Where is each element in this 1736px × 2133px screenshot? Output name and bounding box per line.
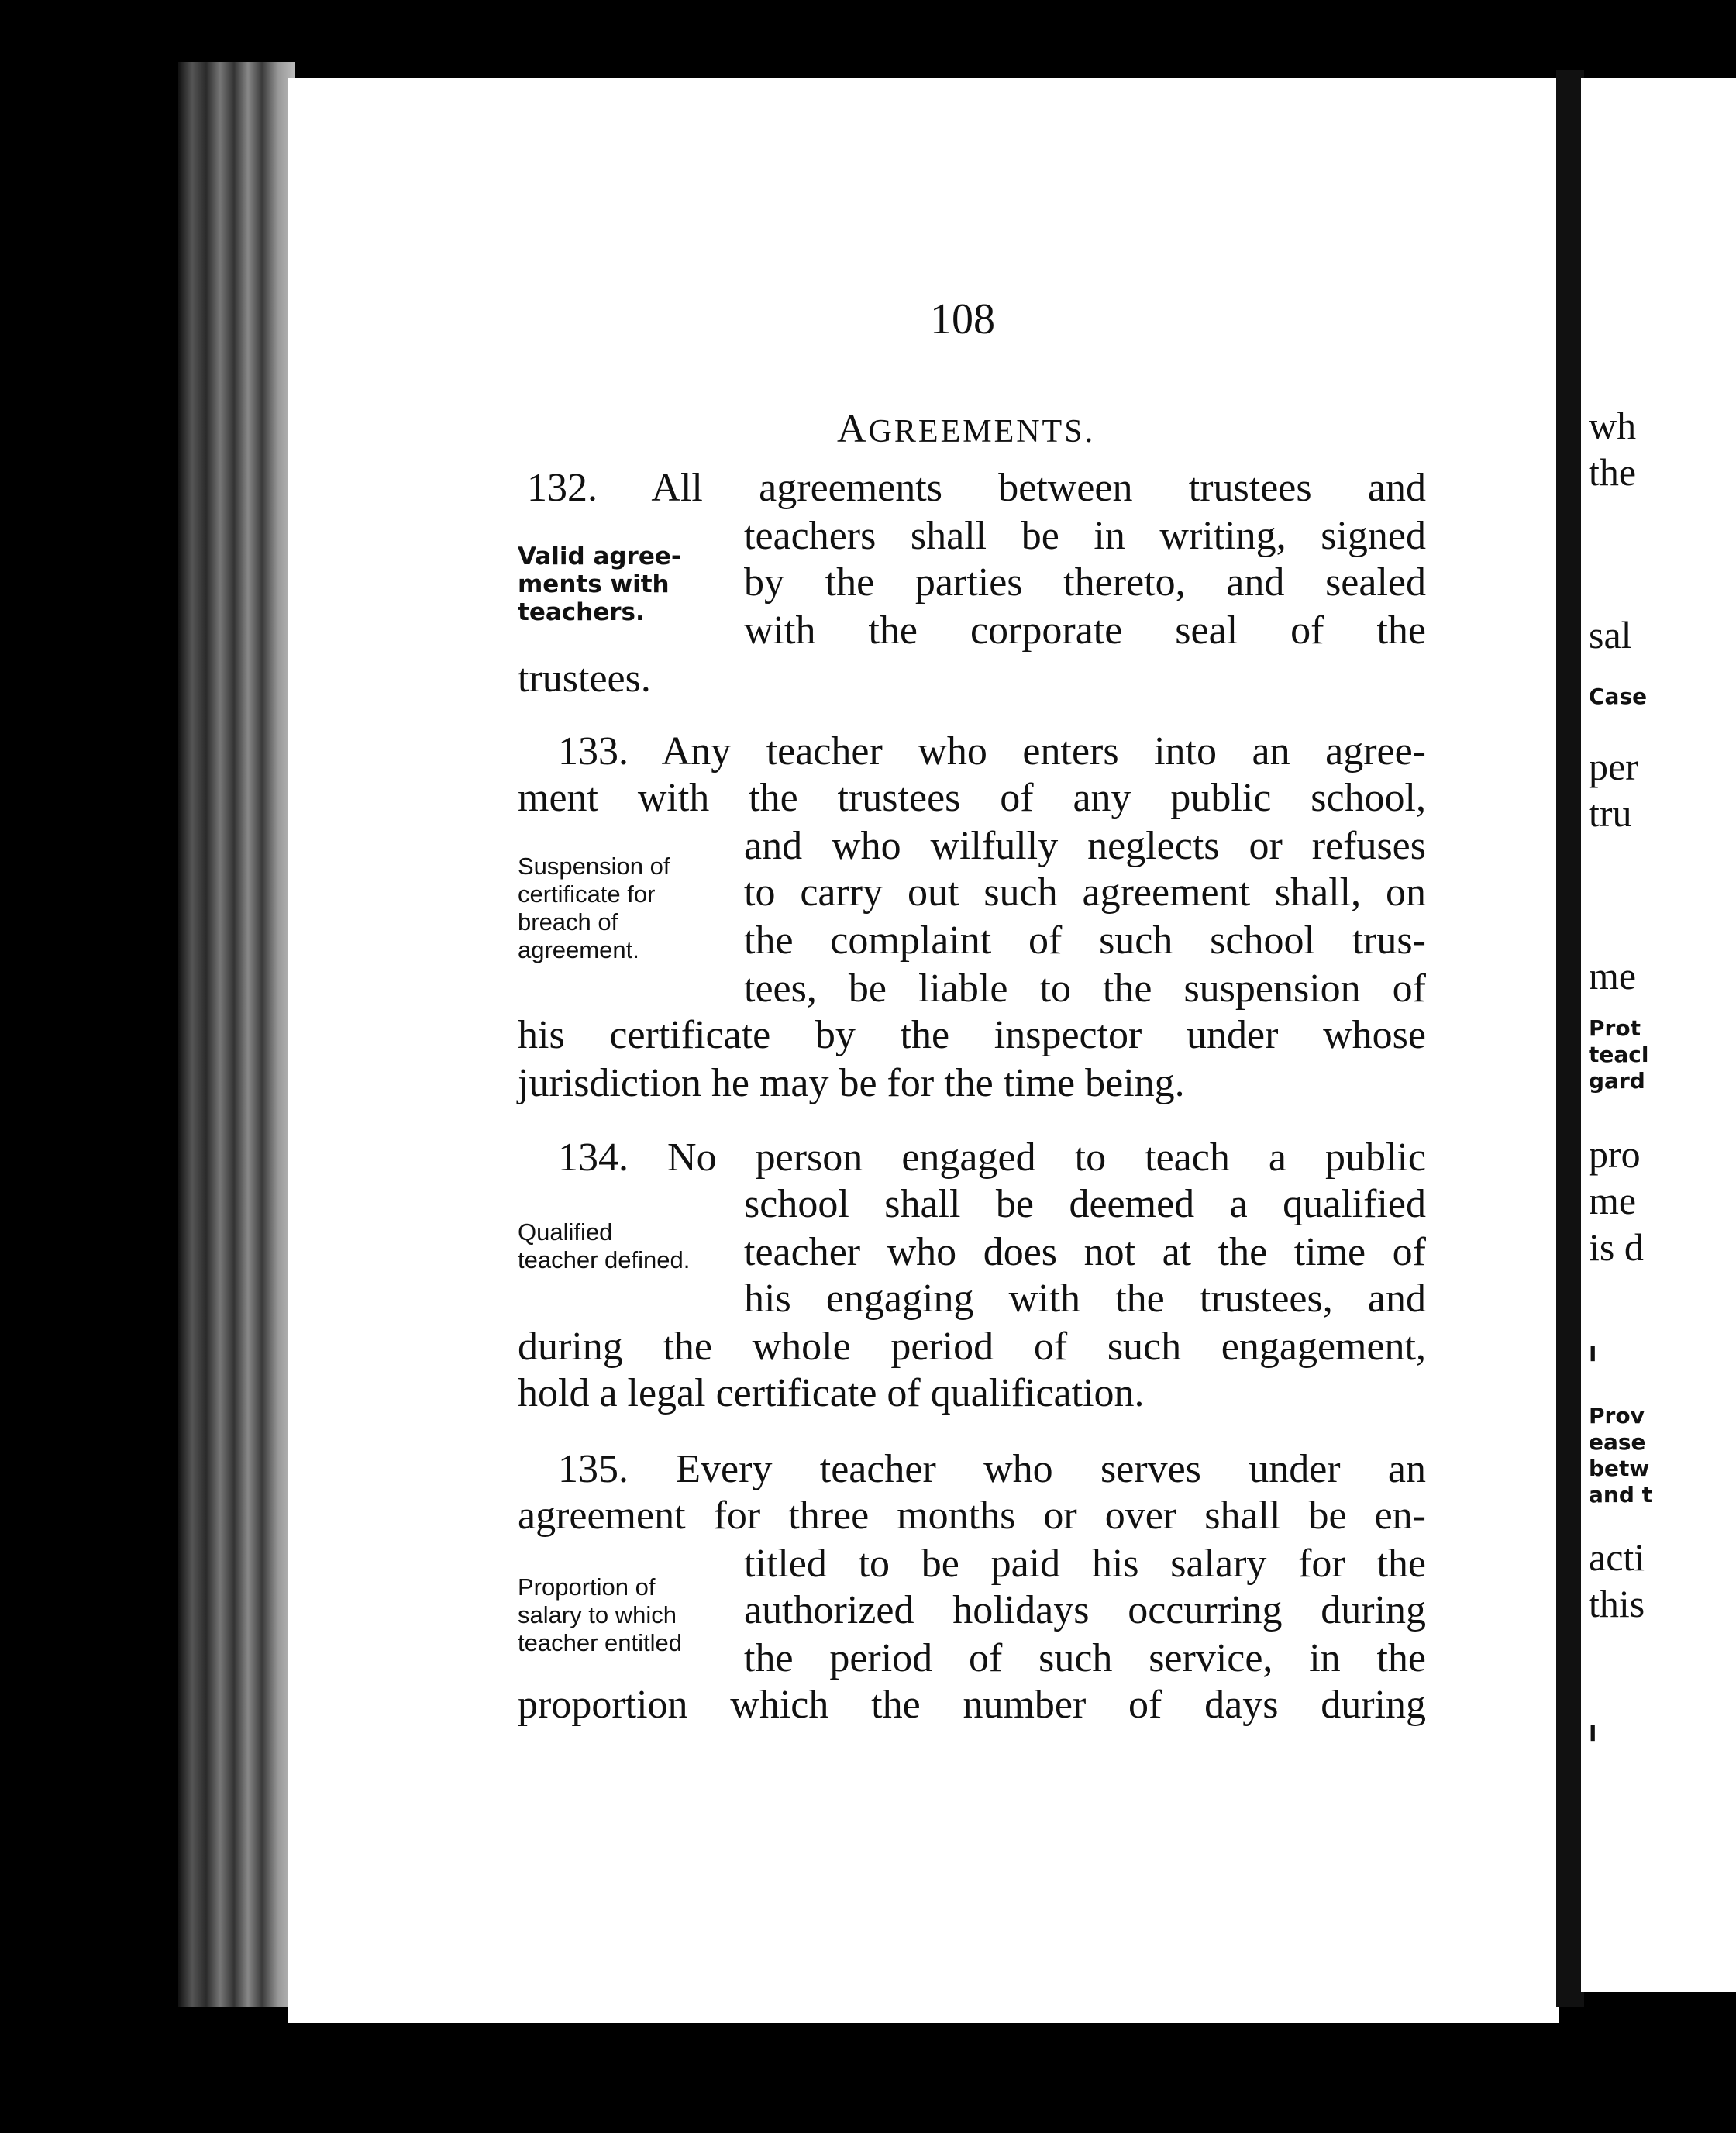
s135-line-6: proportion which the number of days during [518,1683,1426,1727]
page-number: 108 [930,295,995,343]
rp-side: teacl [1589,1042,1649,1067]
rp-side: ease [1589,1429,1646,1455]
rp-text: the [1589,450,1637,494]
s135-line-2: agreement for three months or over shall be en- [518,1494,1426,1538]
s133-line-7: his certificate by the inspector under whose [518,1013,1426,1057]
s133-line-4: to carry out such agreement shall, on [744,870,1426,915]
s135-margin-note: Proportion of salary to which teacher entitled [518,1573,682,1656]
rp-text: me [1589,1179,1637,1222]
s134-line-5: during the whole period of such engagement, [518,1325,1426,1369]
s132-line-3: by the parties thereto, and sealed [744,560,1426,605]
s133-margin-note: Suspension of certificate for breach of agreement. [518,853,670,963]
rp-side: Prot [1589,1015,1641,1041]
s132-line-1: 132. All agreements between trustees and [527,466,1426,510]
rp-text: per [1589,745,1638,788]
s133-line-6: tees, be liable to the suspension of [744,967,1426,1011]
rp-text: wh [1589,404,1637,447]
s132-line-4: with the corporate seal of the [744,608,1426,653]
rp-text: is d [1589,1225,1644,1269]
rp-mark: I [1589,1721,1597,1746]
section-heading: AGREEMENTS. [837,407,1096,451]
rp-text: acti [1589,1535,1645,1579]
rp-side: gard [1589,1068,1645,1094]
rp-side: Case [1589,684,1648,709]
s132-margin-note: Valid agree- ments with teachers. [518,543,681,626]
s135-line-5: the period of such service, in the [744,1636,1426,1680]
s134-line-3: teacher who does not at the time of [744,1230,1426,1274]
rp-text: tru [1589,791,1632,835]
rp-side: and t [1589,1482,1653,1508]
rp-text: pro [1589,1132,1641,1176]
rp-side: betw [1589,1456,1650,1481]
rp-text: me [1589,954,1637,998]
rp-mark: I [1589,1341,1597,1366]
rp-text: this [1589,1582,1645,1625]
s133-line-3: and who wilfully neglects or refuses [744,824,1426,868]
book-page-edges [178,62,294,2007]
rp-text: sal [1589,613,1632,656]
s134-line-4: his engaging with the trustees, and [744,1277,1426,1321]
s133-line-1: 133. Any teacher who enters into an agree- [558,729,1426,774]
s133-line-8: jurisdiction he may be for the time being. [518,1061,1185,1105]
s134-margin-note: Qualified teacher defined. [518,1218,691,1273]
s133-line-5: the complaint of such school trus- [744,918,1426,963]
s135-line-1: 135. Every teacher who serves under an [558,1447,1426,1491]
book-gutter [1556,70,1584,2007]
s134-line-1: 134. No person engaged to teach a public [558,1135,1426,1180]
s134-line-6: hold a legal certificate of qualification. [518,1371,1145,1415]
s132-line-5: trustees. [518,656,651,701]
rp-side: Prov [1589,1403,1645,1428]
s134-line-2: school shall be deemed a qualified [744,1182,1426,1226]
s132-line-2: teachers shall be in writing, signed [744,514,1426,558]
right-page-fragment [1581,78,1736,1992]
s135-line-3: titled to be paid his salary for the [744,1542,1426,1586]
s135-line-4: authorized holidays occurring during [744,1588,1426,1632]
s133-line-2: ment with the trustees of any public school, [518,776,1426,820]
